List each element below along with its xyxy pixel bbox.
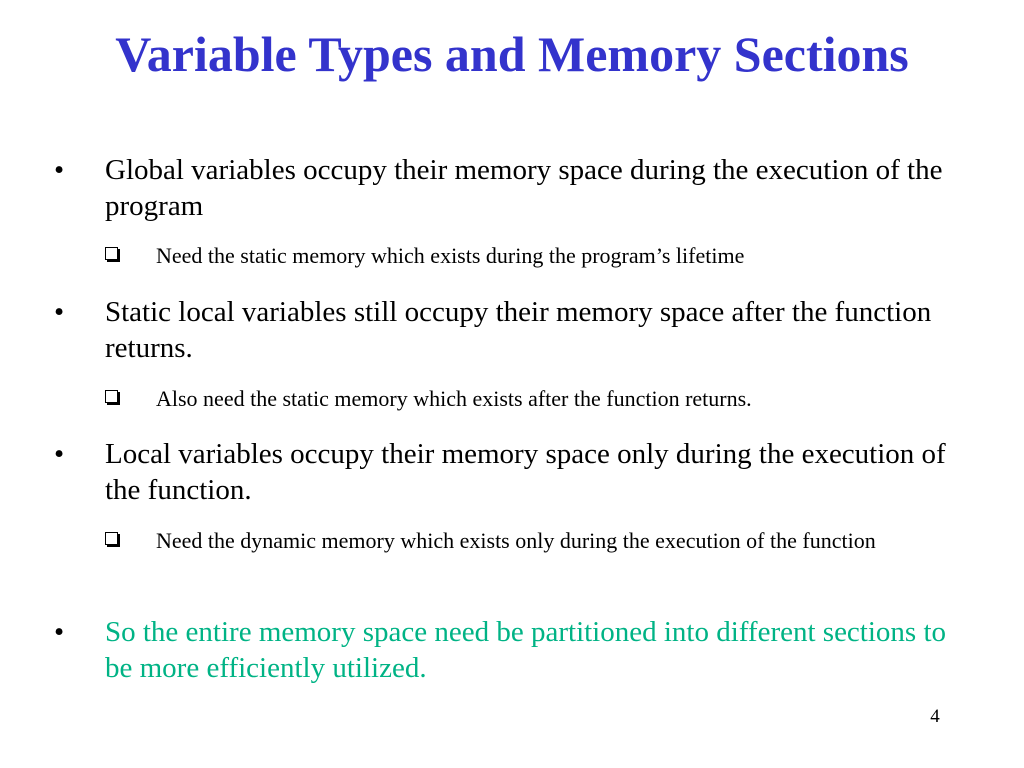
sub-bullet-item [105,238,965,273]
page-number: 4 [930,706,940,727]
checkbox-icon [105,532,118,545]
bullet-marker: • [54,154,65,186]
bullet-item [54,436,954,508]
bullet-item [54,294,954,366]
sub-bullet-text: Need the static memory which exists during the program’s lifetime [156,243,745,268]
bullet-marker: • [54,296,65,328]
sub-bullet-item [105,381,965,416]
bullet-text: Static local variables still occupy their memory space after the function returns. [105,296,932,364]
bullet-marker: • [54,616,65,648]
bullet-item [54,152,954,224]
slide-title: Variable Types and Memory Sections [115,26,909,82]
bullet-text: So the entire memory space need be partitioned into different sections to be more efficiently utilized. [105,616,947,684]
checkbox-icon [105,247,118,260]
bullet-text: Global variables occupy their memory space during the execution of the program [105,154,943,222]
sub-bullet-item [105,523,965,593]
bullet-marker: • [54,438,65,470]
sub-bullet-text: Also need the static memory which exists after the function returns. [156,386,752,411]
checkbox-icon [105,390,118,403]
bullet-text: Local variables occupy their memory space only during the execution of the function. [105,438,946,506]
bullet-item-highlight [54,614,954,686]
sub-bullet-text: Need the dynamic memory which exists only during the execution of the function [156,528,876,553]
